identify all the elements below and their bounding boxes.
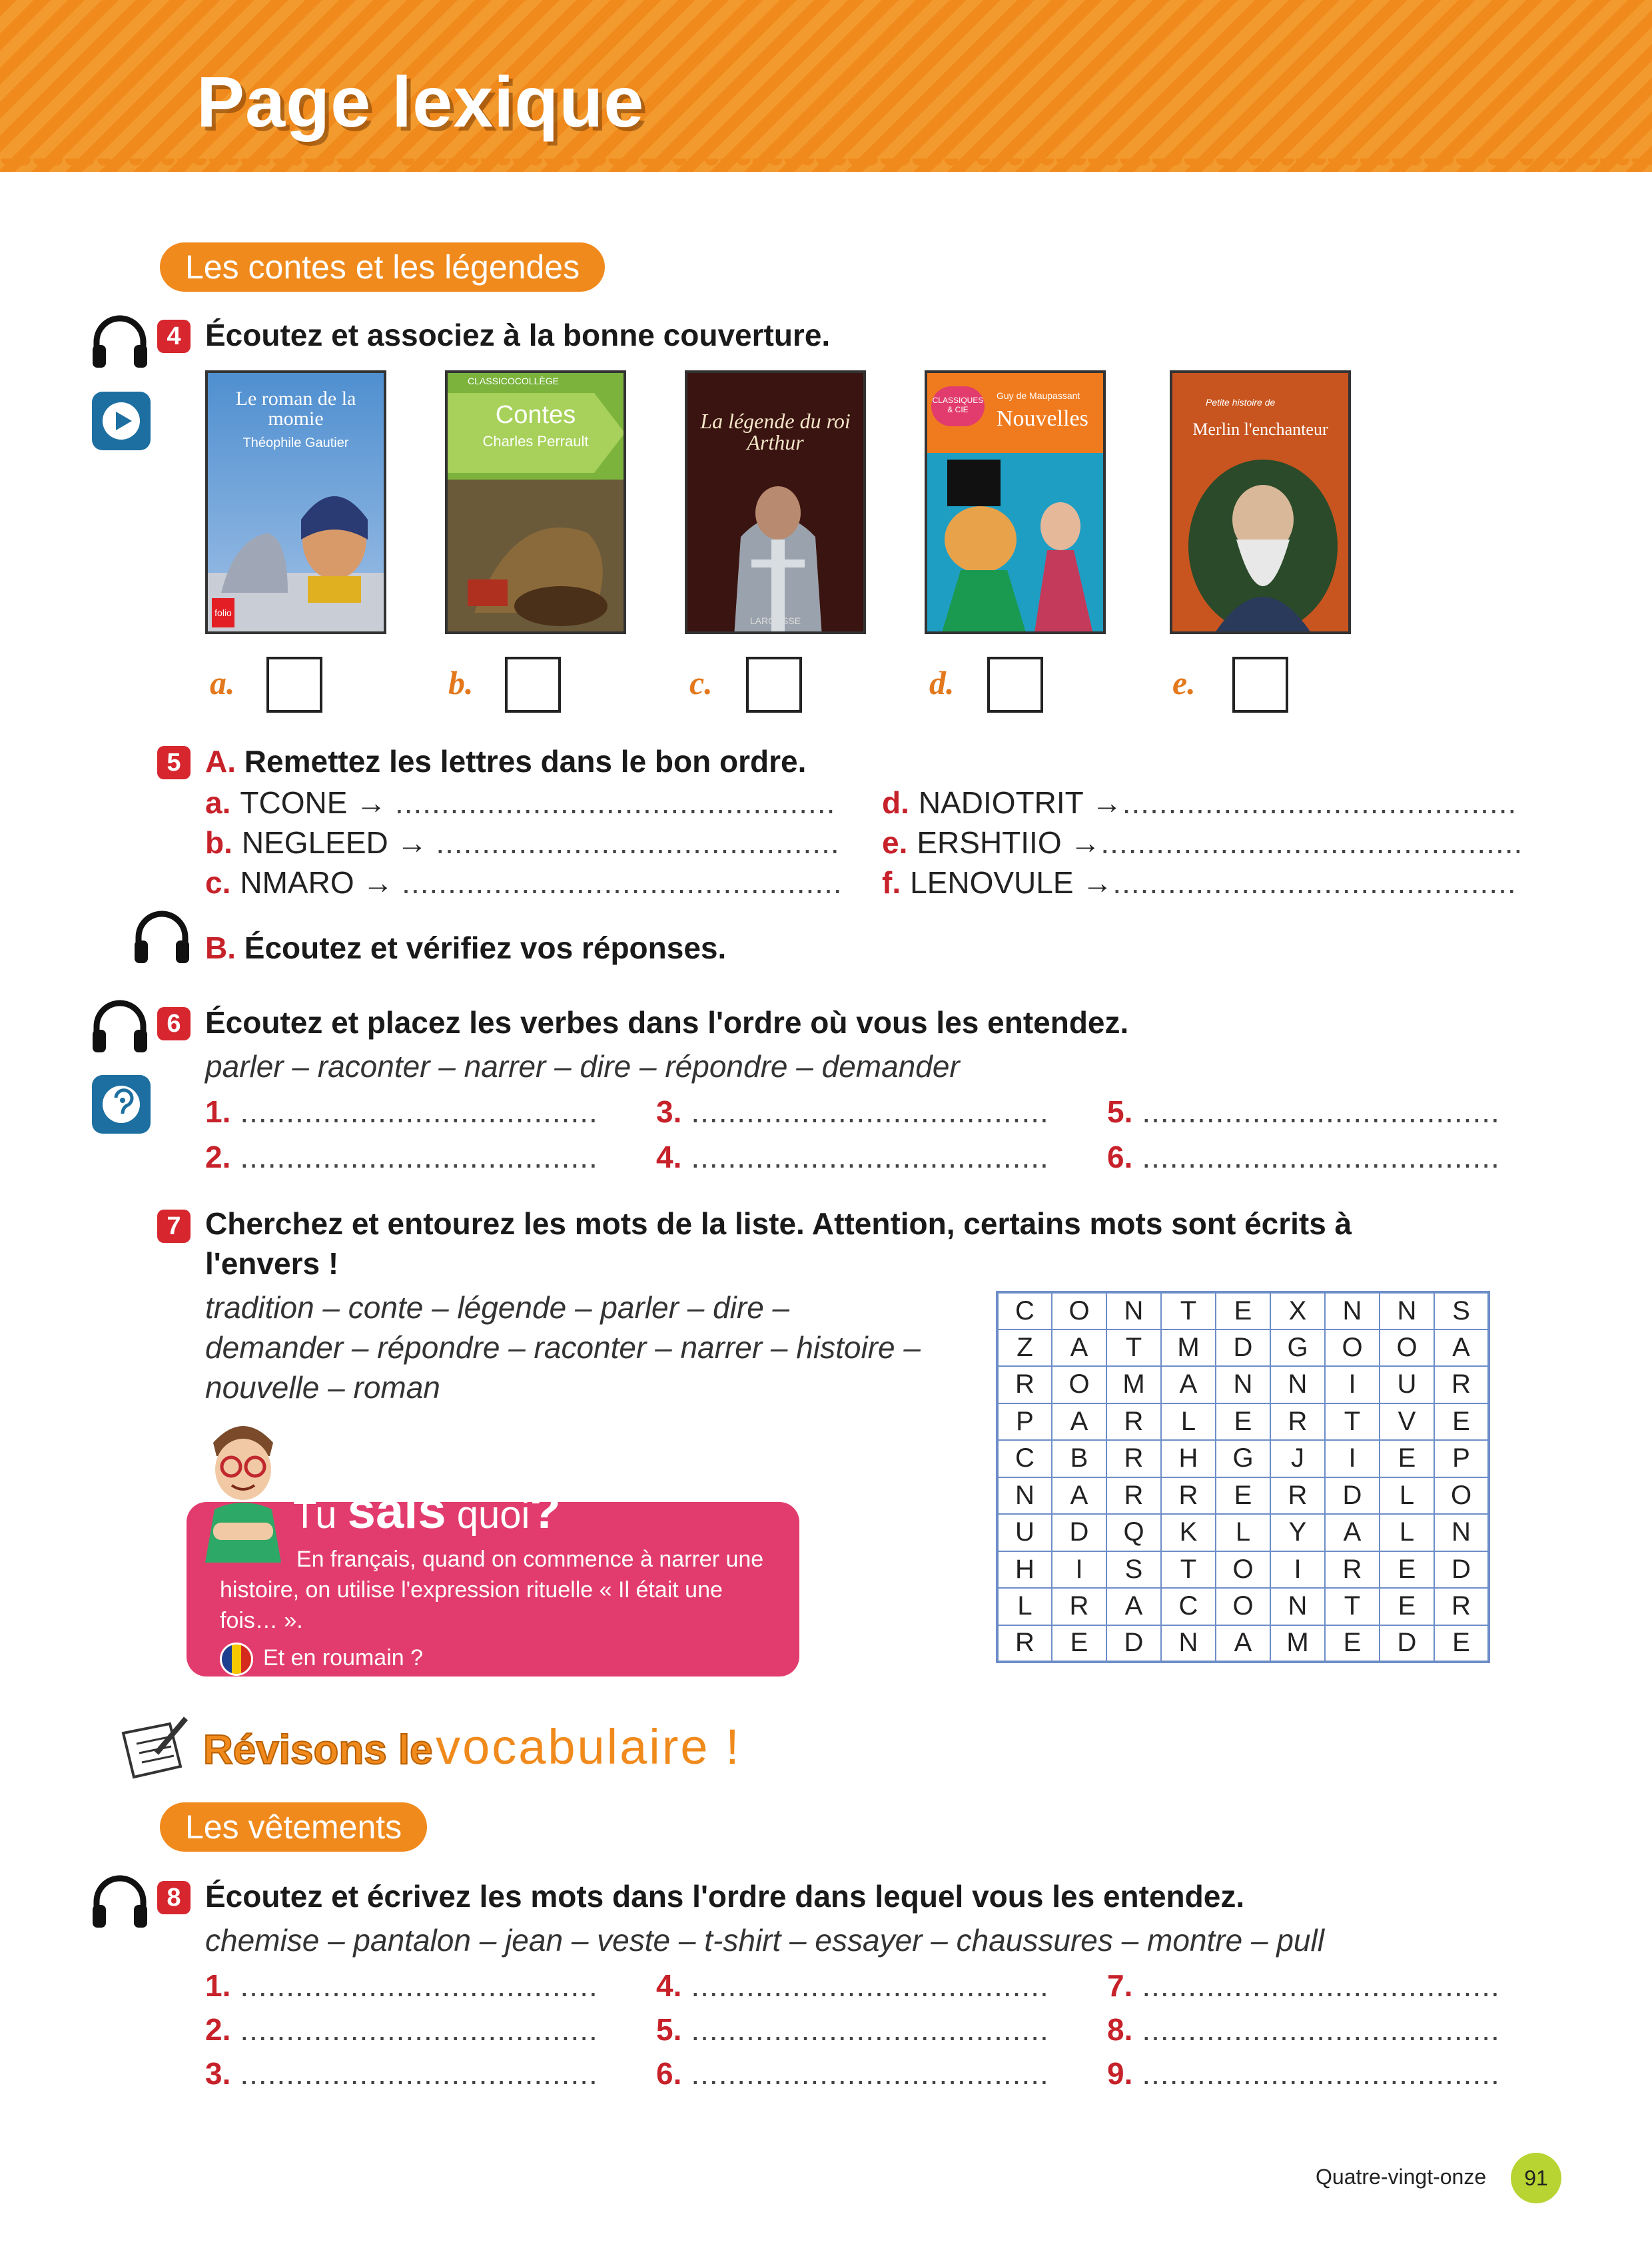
grid-cell[interactable]: C <box>997 1440 1052 1477</box>
exercise-7-title-line2: l'envers ! <box>205 1246 339 1281</box>
grid-cell[interactable]: L <box>997 1588 1052 1625</box>
answer-line[interactable]: ................................................ <box>394 785 836 820</box>
item-label: c. <box>205 865 231 900</box>
grid-cell[interactable]: A <box>1161 1366 1216 1403</box>
grid-cell[interactable]: O <box>1380 1329 1434 1367</box>
answer-line[interactable]: ....................................... <box>240 2012 598 2047</box>
grid-cell[interactable]: R <box>1434 1366 1489 1403</box>
grid-cell[interactable]: D <box>1216 1329 1270 1367</box>
arrow-icon: → <box>1091 785 1122 820</box>
audio-app-button[interactable] <box>92 1075 151 1134</box>
cover-c-illustration <box>687 460 866 634</box>
tsq-qmark: ? <box>530 1483 561 1539</box>
grid-cell[interactable]: A <box>1052 1329 1106 1367</box>
item-label: 1. <box>205 1094 231 1129</box>
grid-cell[interactable]: M <box>1106 1366 1161 1403</box>
cover-b-illustration <box>448 480 626 634</box>
answer-line[interactable]: ....................................... <box>1142 2012 1500 2047</box>
grid-cell[interactable]: P <box>1434 1440 1489 1477</box>
exercise-7-word-list-line2: demander – répondre – raconter – narrer – histoire – <box>205 1330 921 1365</box>
tsq-quoi: quoi <box>456 1493 530 1537</box>
grid-cell[interactable]: I <box>1052 1551 1106 1589</box>
cover-a-title: Le roman de la momie <box>235 388 356 430</box>
book-cover-c <box>685 370 866 634</box>
cover-e-title: Merlin l'enchanteur <box>1192 420 1328 439</box>
cover-c-title: La légende du roi Arthur <box>700 409 851 454</box>
grid-cell[interactable]: R <box>1106 1403 1161 1441</box>
exercise-5b-instruction: Écoutez et vérifiez vos réponses. <box>244 931 727 965</box>
unscramble-item-a <box>205 785 835 821</box>
grid-cell[interactable]: P <box>997 1403 1052 1441</box>
grid-cell[interactable]: N <box>997 1477 1052 1515</box>
grid-cell[interactable]: T <box>1325 1588 1380 1625</box>
item-label: d. <box>882 785 909 820</box>
header-torn-edge <box>0 159 1652 179</box>
grid-cell[interactable]: O <box>1434 1477 1489 1515</box>
grid-cell[interactable]: E <box>1216 1292 1270 1329</box>
item-label: 9. <box>1107 2056 1133 2091</box>
scrambled-word: NMARO <box>240 865 354 900</box>
item-label: b. <box>205 825 232 860</box>
grid-cell[interactable]: I <box>1325 1366 1380 1403</box>
grid-cell[interactable]: L <box>1380 1514 1434 1551</box>
headphones-icon[interactable] <box>90 312 150 372</box>
item-label: 4. <box>656 1968 682 2003</box>
grid-cell[interactable]: E <box>1052 1625 1106 1663</box>
grid-row <box>997 1514 1489 1551</box>
grid-cell[interactable]: D <box>1380 1625 1434 1663</box>
footer-page-words: Quatre-vingt-onze <box>1316 2165 1487 2189</box>
grid-cell[interactable]: B <box>1052 1440 1106 1477</box>
headphones-icon[interactable] <box>90 1872 150 1932</box>
grid-cell[interactable]: O <box>1052 1292 1106 1329</box>
grid-cell[interactable]: O <box>1325 1329 1380 1367</box>
section-title-vetements: Les vêtements <box>160 1802 427 1852</box>
book-cover-a <box>205 370 386 634</box>
tu-sais-quoi-question: Et en roumain ? <box>263 1645 424 1671</box>
scrambled-word: NADIOTRIT <box>918 785 1083 820</box>
write-item-9 <box>1107 2055 1500 2091</box>
page-number-badge: 91 <box>1511 2153 1561 2203</box>
grid-cell[interactable]: C <box>997 1292 1052 1329</box>
grid-row <box>997 1440 1489 1477</box>
choice-letter-d: d. <box>929 664 955 701</box>
word-search-grid[interactable] <box>996 1291 1490 1663</box>
headphones-icon[interactable] <box>132 907 192 967</box>
exercise-number-8: 8 <box>157 1881 191 1914</box>
grid-cell[interactable]: A <box>1434 1329 1489 1367</box>
flag-stripe-blue <box>222 1645 232 1674</box>
grid-cell[interactable]: C <box>1161 1588 1216 1625</box>
write-item-4 <box>656 1968 1049 2004</box>
exercise-5b-title <box>205 930 726 966</box>
arrow-icon: → <box>1070 825 1101 860</box>
grid-cell[interactable]: L <box>1161 1403 1216 1441</box>
book-cover-b <box>445 370 626 634</box>
grid-cell[interactable]: R <box>1052 1588 1106 1625</box>
cover-d-series: CLASSIQUES & CIE <box>931 386 985 426</box>
answer-line[interactable]: ................................................ <box>402 865 843 900</box>
cover-b-series: CLASSICOCOLLÈGE <box>468 376 559 386</box>
grid-row <box>997 1625 1489 1663</box>
exercise-7-word-list-line3: nouvelle – roman <box>205 1370 440 1405</box>
grid-cell[interactable]: E <box>1216 1403 1270 1441</box>
item-label: f. <box>882 865 901 900</box>
write-item-7 <box>1107 1968 1500 2004</box>
exercise-number-6: 6 <box>157 1007 191 1040</box>
choice-letter-e: e. <box>1172 664 1196 701</box>
arrow-icon: → <box>356 785 387 820</box>
answer-line[interactable]: ....................................... <box>691 1094 1049 1129</box>
listen-icon <box>92 1075 151 1134</box>
cover-b-title: Contes <box>495 401 576 429</box>
grid-cell[interactable]: T <box>1161 1551 1216 1589</box>
arrow-icon: → <box>396 825 428 860</box>
part-label-a: A. <box>205 744 236 779</box>
grid-row <box>997 1477 1489 1515</box>
unscramble-item-c <box>205 865 843 901</box>
grid-cell[interactable]: T <box>1325 1403 1380 1441</box>
grid-cell[interactable]: N <box>1161 1625 1216 1663</box>
cover-b-author: Charles Perrault <box>482 433 589 450</box>
order-item-5 <box>1107 1094 1500 1130</box>
answer-box-c[interactable] <box>746 657 802 713</box>
write-item-5 <box>656 2012 1049 2048</box>
grid-cell[interactable]: N <box>1270 1366 1325 1403</box>
answer-line[interactable]: ....................................... <box>691 1968 1049 2003</box>
flag-stripe-yellow <box>232 1645 242 1674</box>
grid-cell[interactable]: T <box>1106 1329 1161 1367</box>
unscramble-item-e <box>882 825 1523 861</box>
choice-letter-c: c. <box>689 664 713 701</box>
grid-cell[interactable]: O <box>1216 1551 1270 1589</box>
answer-line[interactable]: ............................................ <box>436 825 840 860</box>
book-cover-d <box>925 370 1106 634</box>
order-item-3 <box>656 1094 1049 1130</box>
grid-cell[interactable]: E <box>1380 1440 1434 1477</box>
answer-line[interactable]: ....................................... <box>1142 2056 1500 2091</box>
grid-cell[interactable]: A <box>1052 1477 1106 1515</box>
revisons-part2: vocabulaire ! <box>436 1719 741 1774</box>
headphones-icon[interactable] <box>90 996 150 1056</box>
answer-line[interactable]: ....................................... <box>240 1968 598 2003</box>
grid-cell[interactable]: E <box>1434 1625 1489 1663</box>
write-item-3 <box>205 2055 598 2091</box>
boy-mascot-icon <box>193 1416 293 1563</box>
grid-cell[interactable]: J <box>1270 1440 1325 1477</box>
grid-cell[interactable]: N <box>1106 1292 1161 1329</box>
grid-cell[interactable]: H <box>1161 1440 1216 1477</box>
order-item-6 <box>1107 1139 1500 1175</box>
part-label-b: B. <box>205 931 236 965</box>
grid-cell[interactable]: E <box>1325 1625 1380 1663</box>
arrow-icon: → <box>362 865 394 900</box>
grid-cell[interactable]: N <box>1434 1514 1489 1551</box>
grid-cell[interactable]: E <box>1380 1588 1434 1625</box>
section-title-contes: Les contes et les légendes <box>160 242 605 292</box>
grid-cell[interactable]: Q <box>1106 1514 1161 1551</box>
grid-cell[interactable]: D <box>1434 1551 1489 1589</box>
grid-cell[interactable]: U <box>997 1514 1052 1551</box>
grid-cell[interactable]: E <box>1380 1551 1434 1589</box>
exercise-8-word-list: chemise – pantalon – jean – veste – t-shirt – essayer – chaussures – montre – pull <box>205 1923 1324 1958</box>
answer-line[interactable]: ....................................... <box>1142 1968 1500 2003</box>
grid-cell[interactable]: R <box>1106 1440 1161 1477</box>
answer-line[interactable]: ....................................... <box>240 1094 598 1129</box>
unscramble-item-d <box>882 785 1517 821</box>
cover-d-author: Guy de Maupassant <box>997 390 1080 401</box>
exercise-number-5: 5 <box>157 746 191 779</box>
book-cover-e <box>1170 370 1351 634</box>
item-label: 7. <box>1107 1968 1133 2003</box>
item-label: 3. <box>656 1094 682 1129</box>
play-icon <box>92 392 151 450</box>
grid-cell[interactable]: Z <box>997 1329 1052 1367</box>
item-label: 6. <box>656 2056 682 2091</box>
cover-d-illustration <box>927 453 1106 634</box>
answer-line[interactable]: ....................................... <box>691 2056 1049 2091</box>
page-title: Page lexique <box>197 61 645 142</box>
grid-cell[interactable]: R <box>1161 1477 1216 1515</box>
tsq-paragraph: En français, quand on commence à narrer une histoire, on utilise l'expression rituelle « Il était une fois… ». <box>220 1547 764 1633</box>
grid-cell[interactable]: R <box>1270 1403 1325 1441</box>
exercise-8-title: Écoutez et écrivez les mots dans l'ordre dans lequel vous les entendez. <box>205 1879 1245 1914</box>
grid-cell[interactable]: A <box>1106 1588 1161 1625</box>
answer-line[interactable]: ....................................... <box>1142 1140 1500 1174</box>
notepad-pencil-icon <box>117 1713 190 1780</box>
write-item-2 <box>205 2012 598 2048</box>
exercise-6-title: Écoutez et placez les verbes dans l'ordre où vous les entendez. <box>205 1005 1129 1040</box>
scrambled-word: TCONE <box>240 785 348 820</box>
grid-cell[interactable]: Y <box>1270 1514 1325 1551</box>
tsq-tu: Tu <box>293 1493 337 1537</box>
grid-row <box>997 1403 1489 1441</box>
grid-cell[interactable]: I <box>1325 1440 1380 1477</box>
cover-a-publisher: folio <box>212 598 234 627</box>
answer-line[interactable]: ....................................... <box>1142 1094 1500 1129</box>
item-label: 8. <box>1107 2012 1133 2047</box>
grid-row <box>997 1366 1489 1403</box>
cover-d-title: Nouvelles <box>997 406 1088 431</box>
video-play-button[interactable] <box>92 392 151 450</box>
item-label: 4. <box>656 1140 682 1174</box>
revisons-part1: Révisons le <box>203 1727 433 1773</box>
grid-cell[interactable]: E <box>1434 1403 1489 1441</box>
answer-box-e[interactable] <box>1232 657 1288 713</box>
grid-cell[interactable]: N <box>1380 1292 1434 1329</box>
grid-cell[interactable]: M <box>1161 1329 1216 1367</box>
answer-line[interactable]: ........................................... <box>1122 785 1517 820</box>
grid-cell[interactable]: R <box>1270 1477 1325 1515</box>
cover-a-illustration <box>208 460 386 634</box>
grid-cell[interactable]: N <box>1325 1292 1380 1329</box>
grid-cell[interactable]: R <box>1106 1477 1161 1515</box>
answer-box-a[interactable] <box>266 657 322 713</box>
answer-line[interactable]: ....................................... <box>691 2012 1049 2047</box>
revisons-vocabulaire-heading <box>203 1718 741 1775</box>
grid-row <box>997 1588 1489 1625</box>
scrambled-word: LENOVULE <box>910 865 1074 900</box>
item-label: 5. <box>656 2012 682 2047</box>
grid-cell[interactable]: H <box>997 1551 1052 1589</box>
grid-cell[interactable]: N <box>1216 1366 1270 1403</box>
grid-cell[interactable]: L <box>1216 1514 1270 1551</box>
grid-cell[interactable]: O <box>1216 1588 1270 1625</box>
grid-cell[interactable]: K <box>1161 1514 1216 1551</box>
cover-c-publisher: LAROUSSE <box>749 615 801 626</box>
choice-letter-a: a. <box>210 664 235 701</box>
grid-cell[interactable]: S <box>1106 1551 1161 1589</box>
scrambled-word: ERSHTIIO <box>917 825 1062 860</box>
grid-cell[interactable]: T <box>1161 1292 1216 1329</box>
answer-line[interactable]: ............................................ <box>1112 865 1517 900</box>
item-label: 2. <box>205 2012 231 2047</box>
write-item-1 <box>205 1968 598 2004</box>
cover-a-author: Théophile Gautier <box>242 436 349 450</box>
grid-cell[interactable]: A <box>1325 1514 1380 1551</box>
arrow-icon: → <box>1082 865 1113 900</box>
grid-cell[interactable]: R <box>1434 1588 1489 1625</box>
grid-row <box>997 1292 1489 1329</box>
exercise-number-7: 7 <box>157 1210 191 1243</box>
answer-line[interactable]: ....................................... <box>240 1140 598 1174</box>
grid-cell[interactable]: R <box>997 1366 1052 1403</box>
scrambled-word: NEGLEED <box>241 825 388 860</box>
item-label: 1. <box>205 1968 231 2003</box>
grid-cell[interactable]: V <box>1380 1403 1434 1441</box>
grid-cell[interactable]: S <box>1434 1292 1489 1329</box>
item-label: e. <box>882 825 908 860</box>
cover-e-series: Petite histoire de <box>1206 397 1276 408</box>
item-label: 6. <box>1107 1140 1133 1174</box>
item-label: 5. <box>1107 1094 1133 1129</box>
grid-cell[interactable]: R <box>997 1625 1052 1663</box>
grid-cell[interactable]: I <box>1270 1551 1325 1589</box>
exercise-number-4: 4 <box>157 320 191 353</box>
grid-cell[interactable]: N <box>1270 1588 1325 1625</box>
grid-cell[interactable]: A <box>1216 1625 1270 1663</box>
item-label: a. <box>205 785 231 820</box>
cover-e-illustration <box>1172 446 1351 634</box>
write-item-6 <box>656 2055 1049 2091</box>
item-label: 3. <box>205 2056 231 2091</box>
answer-line[interactable]: ....................................... <box>240 2056 598 2091</box>
order-item-2 <box>205 1139 598 1175</box>
grid-cell[interactable]: X <box>1270 1292 1325 1329</box>
grid-cell[interactable]: M <box>1270 1625 1325 1663</box>
exercise-7-title-line1: Cherchez et entourez les mots de la liste. Attention, certains mots sont écrits à <box>205 1206 1352 1241</box>
grid-cell[interactable]: E <box>1216 1477 1270 1515</box>
grid-cell[interactable]: D <box>1325 1477 1380 1515</box>
grid-cell[interactable]: U <box>1380 1366 1434 1403</box>
write-item-8 <box>1107 2012 1500 2048</box>
exercise-4-title: Écoutez et associez à la bonne couverture. <box>205 318 831 352</box>
exercise-5a-title <box>205 743 806 779</box>
tu-sais-quoi-title <box>293 1482 561 1540</box>
unscramble-item-b <box>205 825 840 861</box>
grid-cell[interactable]: A <box>1052 1403 1106 1441</box>
exercise-5a-instruction: Remettez les lettres dans le bon ordre. <box>244 744 807 779</box>
answer-box-d[interactable] <box>987 657 1043 713</box>
order-item-1 <box>205 1094 598 1130</box>
grid-cell[interactable]: R <box>1325 1551 1380 1589</box>
grid-cell[interactable]: O <box>1052 1366 1106 1403</box>
order-item-4 <box>656 1139 1049 1175</box>
unscramble-item-f <box>882 865 1517 901</box>
tu-sais-quoi-text <box>220 1544 786 1636</box>
answer-line[interactable]: ....................................... <box>691 1140 1049 1174</box>
grid-cell[interactable]: G <box>1216 1440 1270 1477</box>
romania-flag-icon <box>220 1643 253 1676</box>
answer-line[interactable]: .............................................. <box>1100 825 1523 860</box>
grid-cell[interactable]: G <box>1270 1329 1325 1367</box>
grid-row <box>997 1329 1489 1367</box>
answer-box-b[interactable] <box>505 657 561 713</box>
grid-row <box>997 1551 1489 1589</box>
exercise-7-word-list-line1: tradition – conte – légende – parler – dire – <box>205 1290 790 1325</box>
grid-cell[interactable]: D <box>1052 1514 1106 1551</box>
item-label: 2. <box>205 1140 231 1174</box>
grid-cell[interactable]: L <box>1380 1477 1434 1515</box>
exercise-6-word-list: parler – raconter – narrer – dire – répondre – demander <box>205 1049 960 1084</box>
choice-letter-b: b. <box>448 664 474 701</box>
grid-cell[interactable]: D <box>1106 1625 1161 1663</box>
tsq-sais: sais <box>347 1483 446 1539</box>
